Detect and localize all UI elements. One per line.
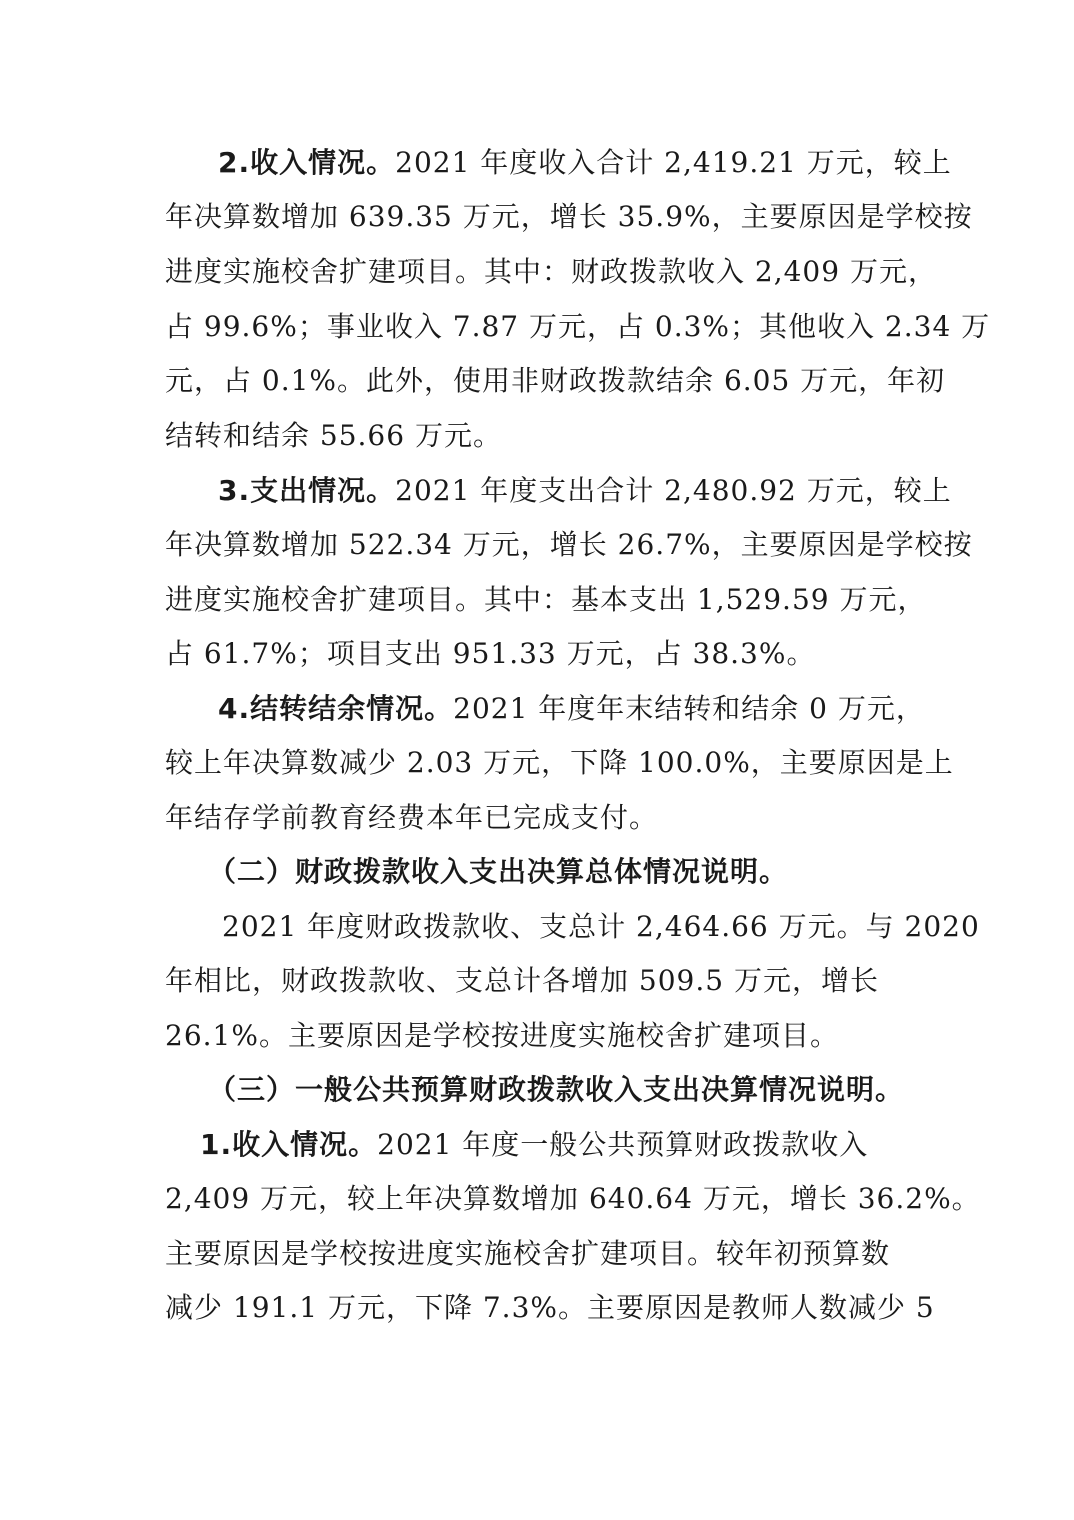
carryover-line-3: 年结存学前教育经费本年已完成支付。: [165, 801, 659, 834]
carryover-text: 2021 年度年末结转和结余 0 万元，: [453, 692, 925, 725]
expense-text: 2021 年度支出合计 2,480.92 万元，较上: [395, 474, 952, 507]
general-budget-line-3: 主要原因是学校按进度实施校舍扩建项目。较年初预算数: [165, 1237, 891, 1270]
fiscal-overview-heading: （二）财政拨款收入支出决算总体情况说明。: [208, 855, 789, 888]
carryover-paragraph-line-1: [218, 689, 925, 729]
carryover-heading: 4.结转结余情况。: [218, 692, 454, 725]
general-budget-line-4: 减少 191.1 万元，下降 7.3%。主要原因是教师人数减少 5: [165, 1291, 935, 1324]
expense-line-3: 进度实施校舍扩建项目。其中：基本支出 1,529.59 万元，: [165, 583, 927, 616]
expense-heading: 3.支出情况。: [218, 474, 396, 507]
fiscal-overview-line-2: 年相比，财政拨款收、支总计各增加 509.5 万元，增长: [165, 964, 879, 997]
income-line-5: 元，占 0.1%。此外，使用非财政拨款结余 6.05 万元，年初: [165, 364, 946, 397]
general-budget-heading: （三）一般公共预算财政拨款收入支出决算情况说明。: [208, 1073, 905, 1106]
fiscal-overview-line-1: 2021 年度财政拨款收、支总计 2,464.66 万元。与 2020: [222, 910, 980, 943]
expense-line-4: 占 61.7%；项目支出 951.33 万元，占 38.3%。: [165, 637, 816, 670]
fiscal-overview-line-3: 26.1%。主要原因是学校按进度实施校舍扩建项目。: [165, 1019, 839, 1052]
general-budget-line-2: 2,409 万元，较上年决算数增加 640.64 万元，增长 36.2%。: [165, 1182, 981, 1215]
expense-line-2: 年决算数增加 522.34 万元，增长 26.7%，主要原因是学校按: [165, 528, 973, 561]
general-budget-text: 2021 年度一般公共预算财政拨款收入: [377, 1128, 869, 1161]
general-budget-sub-heading: 1.收入情况。: [200, 1128, 378, 1161]
income-line-6: 结转和结余 55.66 万元。: [165, 419, 502, 452]
income-paragraph-line-1: [218, 143, 952, 183]
income-text: 2021 年度收入合计 2,419.21 万元，较上: [395, 146, 952, 179]
income-heading: 2.收入情况。: [218, 146, 396, 179]
general-budget-paragraph-line-1: [200, 1125, 868, 1165]
income-line-4: 占 99.6%；事业收入 7.87 万元，占 0.3%；其他收入 2.34 万: [165, 310, 991, 343]
carryover-line-2: 较上年决算数减少 2.03 万元，下降 100.0%，主要原因是上: [165, 746, 954, 779]
income-line-2: 年决算数增加 639.35 万元，增长 35.9%，主要原因是学校按: [165, 200, 973, 233]
expense-paragraph-line-1: [218, 471, 952, 511]
income-line-3: 进度实施校舍扩建项目。其中：财政拨款收入 2,409 万元，: [165, 255, 937, 288]
